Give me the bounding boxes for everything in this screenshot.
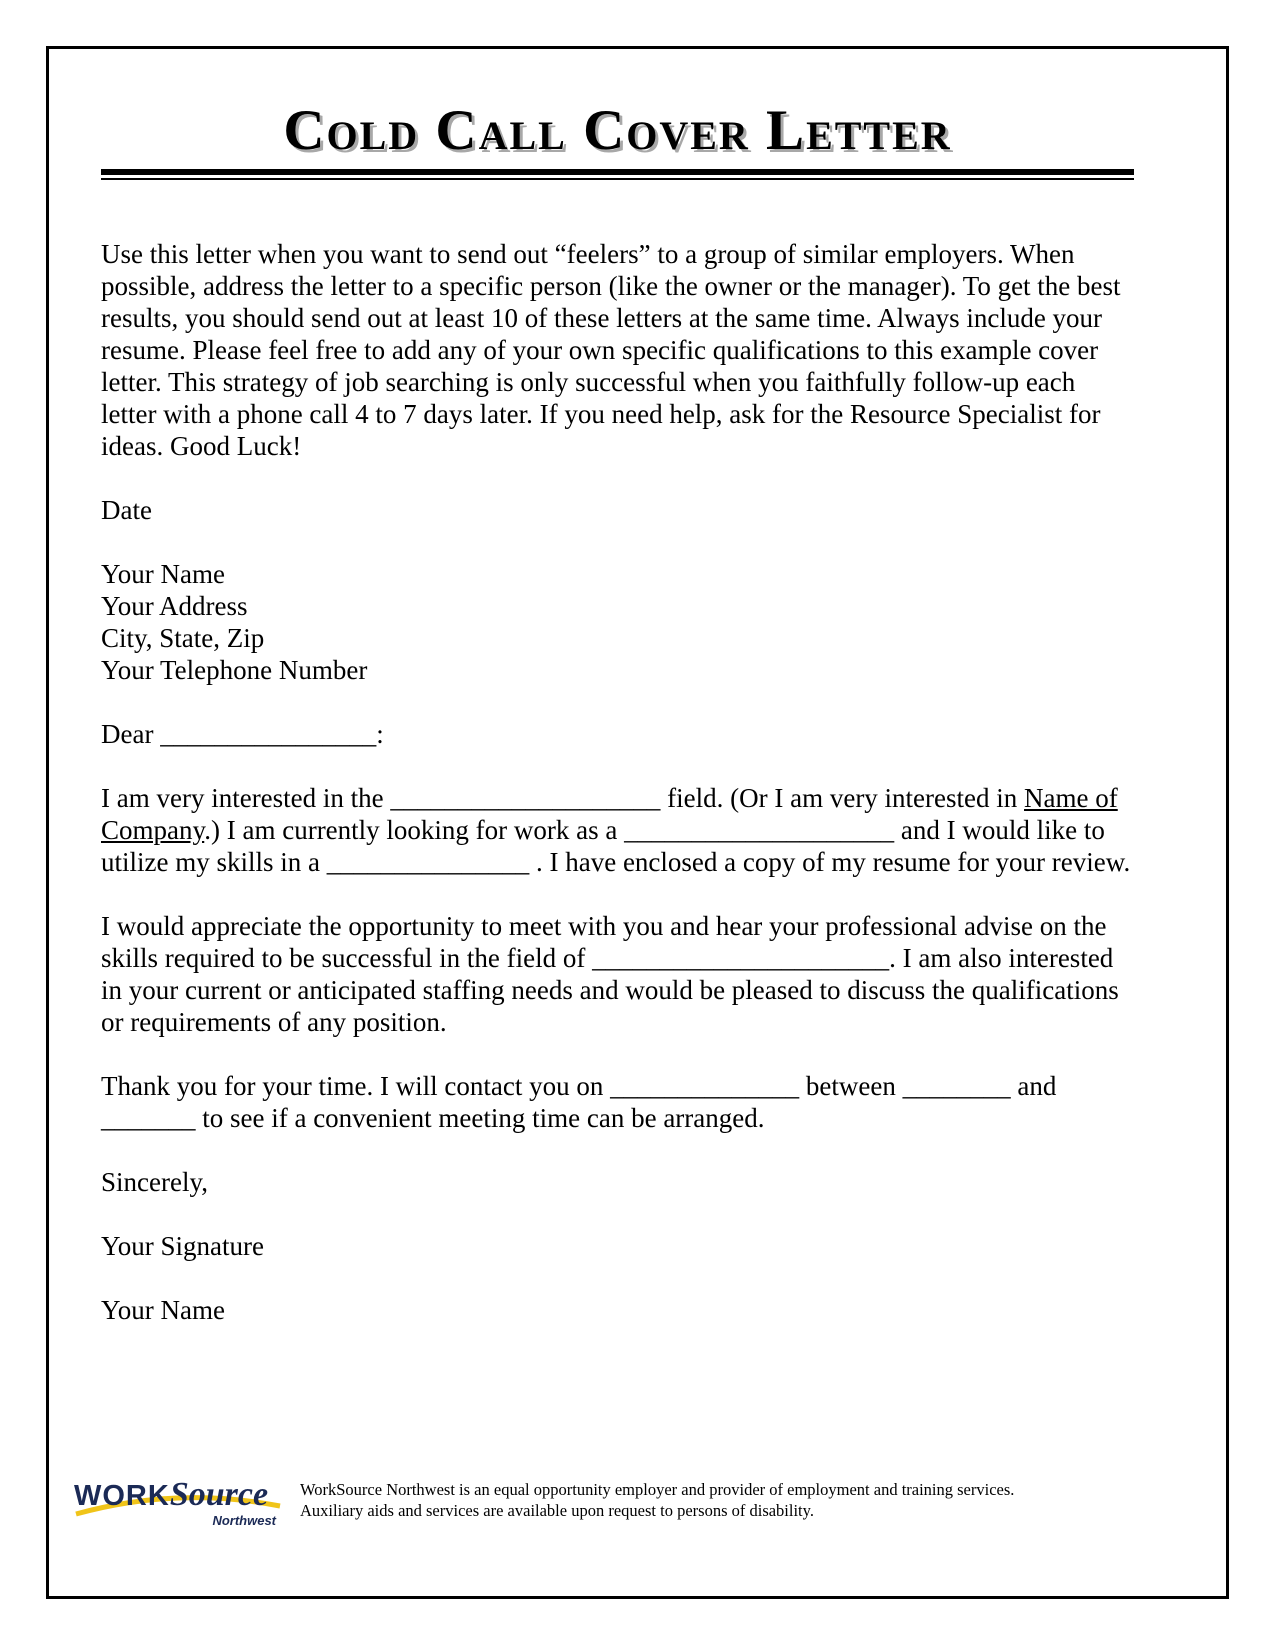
page-title: Cold Call Cover Letter [283, 99, 952, 162]
footer-disclaimer [300, 1479, 1014, 1521]
address-line-phone: Your Telephone Number [101, 654, 368, 685]
address-block [101, 558, 1134, 686]
paragraph-interest: I am very interested in the ____________________ field. (Or I am very interested in Name of Company.) I am currently looking for work as a ____________________ and I would like to utilize my skills in a _______________ . I have enclosed a copy of my resume for your review. [101, 782, 1131, 877]
address-line-name: Your Name [101, 558, 226, 589]
intro-paragraph: Use this letter when you want to send out “feelers” to a group of similar employers. When possible, address the letter to a specific person (like the owner or the manager). To get the best results, you should send out at least 10 of these letters at the same time. Always include your resume. Please feel free to add any of your own specific qualifications to this example cover letter. This strategy of job searching is only successful when you faithfully follow-up each letter with a phone call 4 to 7 days later. If you need help, ask for the Resource Specialist for ideas. Good Luck! [101, 238, 1121, 461]
logo-work-text: WORK [74, 1480, 170, 1512]
logo-source-text: Source [169, 1476, 269, 1513]
paragraph-meeting: I would appreciate the opportunity to meet with you and hear your professional advise on the skills required to be successful in the field of ______________________. I am also interested in your current or anticipated staffing needs and would be pleased to discuss the qualifications or requirements of any position. [101, 910, 1119, 1037]
salutation: Dear ________________: [101, 718, 384, 749]
date-label: Date [101, 494, 152, 525]
logo-northwest-text: Northwest [212, 1513, 276, 1528]
page-footer [72, 1472, 1205, 1528]
logo-wordmark [74, 1476, 268, 1514]
signature-label: Your Signature [101, 1230, 265, 1261]
worksource-logo [72, 1472, 284, 1528]
address-line-city: City, State, Zip [101, 622, 265, 653]
address-line-street: Your Address [101, 590, 248, 621]
name-label: Your Name [101, 1294, 226, 1325]
paragraph-thanks: Thank you for your time. I will contact you on ______________ between ________ and _______ to see if a convenient meeting time can be arranged. [101, 1070, 1057, 1133]
page-content [49, 49, 1226, 1326]
footer-disclaimer-line1: WorkSource Northwest is an equal opportunity employer and provider of employment and training services. [300, 1480, 1015, 1499]
footer-disclaimer-line2: Auxiliary aids and services are available upon request to persons of disability. [300, 1501, 814, 1520]
page-border [46, 46, 1229, 1599]
closing-sincerely: Sincerely, [101, 1166, 208, 1197]
title-rule [101, 169, 1134, 180]
